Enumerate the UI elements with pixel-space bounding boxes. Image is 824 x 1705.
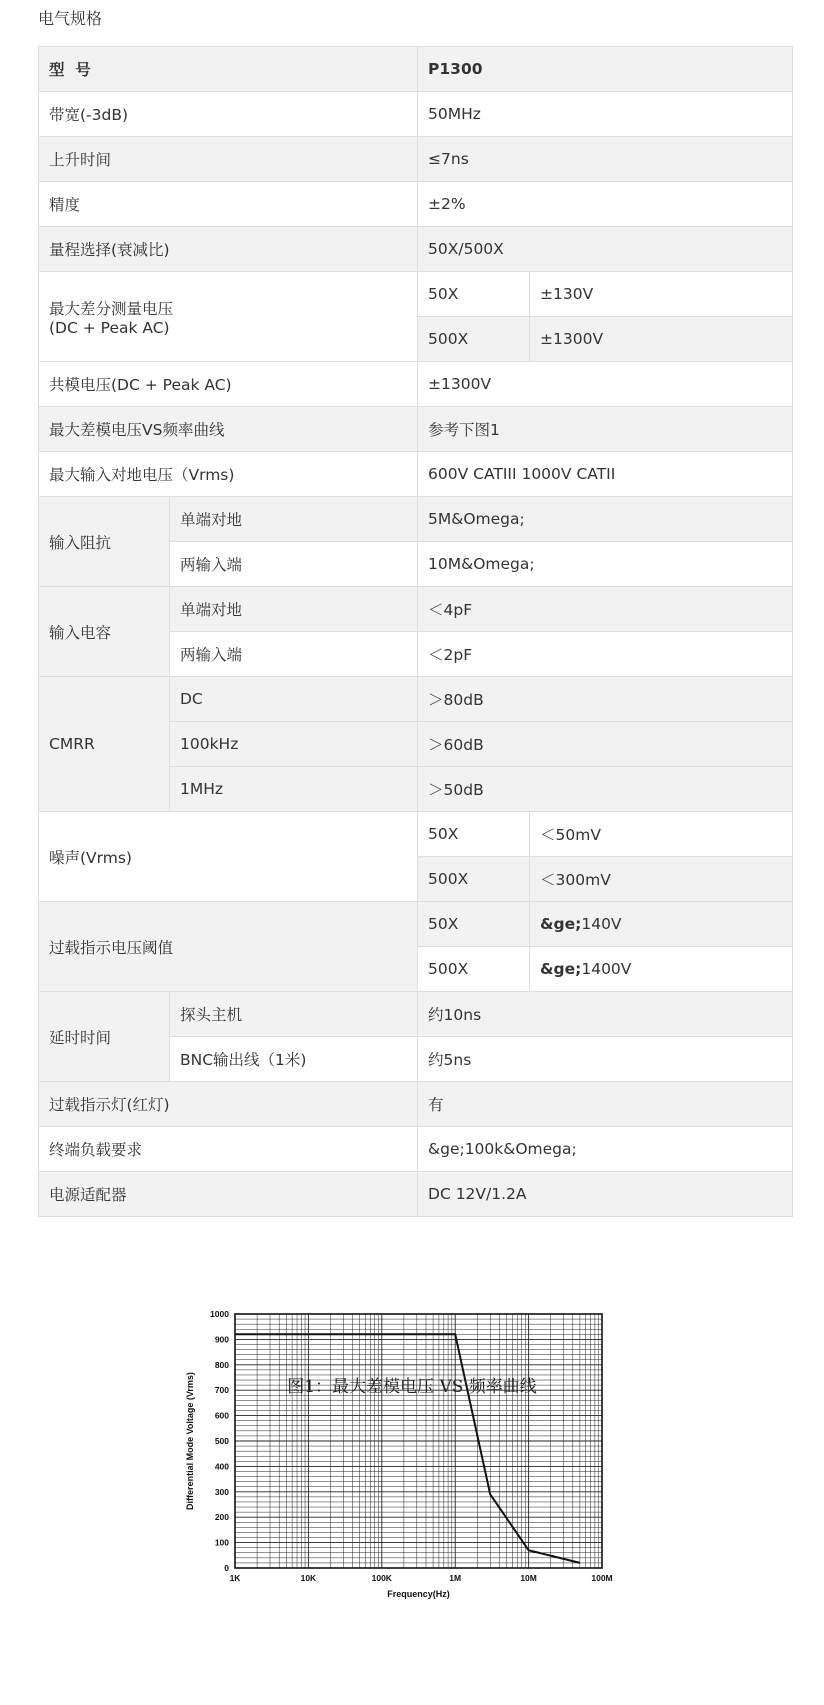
cmrr-label: CMRR <box>39 677 170 812</box>
x-tick-label: 10K <box>300 1573 317 1583</box>
table-row <box>39 182 793 227</box>
table-row <box>39 227 793 272</box>
delay-label: 延时时间 <box>39 992 170 1082</box>
table-row <box>39 587 793 632</box>
model-value: P1300 <box>418 47 793 92</box>
max-diff-label-line1: 最大差分测量电压 <box>49 299 174 318</box>
rise-time-label: 上升时间 <box>39 137 418 182</box>
ge-symbol: &ge; <box>540 915 582 933</box>
range-label: 量程选择(衰减比) <box>39 227 418 272</box>
y-tick-label: 300 <box>214 1486 229 1497</box>
voltage-frequency-figure <box>0 1300 824 1695</box>
cmrr-sub: DC <box>170 677 418 722</box>
model-label: 型 号 <box>39 47 418 92</box>
max-diff-value: ±130V <box>530 272 793 317</box>
x-tick-label: 100M <box>591 1573 613 1583</box>
cmrr-sub: 100kHz <box>170 722 418 767</box>
max-diff-label <box>39 272 418 362</box>
table-row <box>39 362 793 407</box>
overload-threshold-att: 50X <box>418 902 530 947</box>
x-tick-label: 1M <box>449 1573 462 1583</box>
x-tick-label: 100K <box>371 1573 392 1583</box>
impedance-sub: 单端对地 <box>170 497 418 542</box>
delay-value: 约5ns <box>418 1037 793 1082</box>
max-diff-att: 500X <box>418 317 530 362</box>
table-row <box>39 137 793 182</box>
capacitance-value: ＜4pF <box>418 587 793 632</box>
table-row <box>39 407 793 452</box>
accuracy-label: 精度 <box>39 182 418 227</box>
rise-time-value: ≤7ns <box>418 137 793 182</box>
y-tick-label: 100 <box>214 1537 229 1548</box>
max-diff-att: 50X <box>418 272 530 317</box>
delay-value: 约10ns <box>418 992 793 1037</box>
section-title: 电气规格 <box>38 9 103 28</box>
bandwidth-label: 带宽(-3dB) <box>39 92 418 137</box>
figure-caption: 图1：最大差模电压 VS 频率曲线 <box>287 1377 537 1397</box>
table-row <box>39 272 793 317</box>
impedance-label: 输入阻抗 <box>39 497 170 587</box>
y-axis-label: Differential Mode Voltage (Vrms) <box>185 1372 195 1510</box>
y-tick-label: 400 <box>214 1461 229 1472</box>
table-row <box>39 902 793 947</box>
noise-att: 50X <box>418 812 530 857</box>
overload-led-label: 过载指示灯(红灯) <box>39 1082 418 1127</box>
common-mode-value: ±1300V <box>418 362 793 407</box>
range-value: 50X/500X <box>418 227 793 272</box>
delay-sub: 探头主机 <box>170 992 418 1037</box>
cmrr-value: ＞80dB <box>418 677 793 722</box>
table-row <box>39 497 793 542</box>
table-row <box>39 1127 793 1172</box>
capacitance-label: 输入电容 <box>39 587 170 677</box>
table-row <box>39 92 793 137</box>
overload-led-value: 有 <box>418 1082 793 1127</box>
y-tick-label: 500 <box>214 1436 229 1446</box>
table-row <box>39 812 793 857</box>
max-input-value: 600V CATIII 1000V CATII <box>418 452 793 497</box>
overload-threshold-label: 过载指示电压阈值 <box>39 902 418 992</box>
y-tick-label: 800 <box>214 1359 229 1370</box>
load-value: &ge;100k&Omega; <box>418 1127 793 1172</box>
capacitance-sub: 两输入端 <box>170 632 418 677</box>
table-row <box>39 1172 793 1217</box>
curve-value: 参考下图1 <box>418 407 793 452</box>
noise-value: ＜300mV <box>530 857 793 902</box>
cmrr-sub: 1MHz <box>170 767 418 812</box>
threshold-voltage: 140V <box>581 915 622 933</box>
max-diff-label-line2: (DC + Peak AC) <box>49 318 170 337</box>
max-diff-value: ±1300V <box>530 317 793 362</box>
common-mode-label: 共模电压(DC + Peak AC) <box>39 362 418 407</box>
y-tick-label: 900 <box>214 1334 229 1345</box>
y-tick-label: 1000 <box>210 1309 229 1319</box>
capacitance-sub: 单端对地 <box>170 587 418 632</box>
max-input-label: 最大输入对地电压（Vrms) <box>39 452 418 497</box>
table-row <box>39 1082 793 1127</box>
impedance-value: 5M&Omega; <box>418 497 793 542</box>
y-tick-label: 200 <box>214 1512 229 1523</box>
overload-threshold-att: 500X <box>418 947 530 992</box>
ge-symbol: &ge; <box>540 960 582 978</box>
accuracy-value: ±2% <box>418 182 793 227</box>
table-row <box>39 677 793 722</box>
power-value: DC 12V/1.2A <box>418 1172 793 1217</box>
overload-threshold-value <box>530 947 793 992</box>
bandwidth-value: 50MHz <box>418 92 793 137</box>
noise-att: 500X <box>418 857 530 902</box>
overload-threshold-value <box>530 902 793 947</box>
noise-value: ＜50mV <box>530 812 793 857</box>
spec-table <box>38 46 793 1217</box>
impedance-value: 10M&Omega; <box>418 542 793 587</box>
capacitance-value: ＜2pF <box>418 632 793 677</box>
threshold-voltage: 1400V <box>581 960 632 978</box>
y-tick-label: 600 <box>214 1410 229 1421</box>
noise-label: 噪声(Vrms) <box>39 812 418 902</box>
cmrr-value: ＞50dB <box>418 767 793 812</box>
power-label: 电源适配器 <box>39 1172 418 1217</box>
x-tick-label: 1K <box>229 1573 241 1583</box>
x-axis-label: Frequency(Hz) <box>387 1589 450 1599</box>
impedance-sub: 两输入端 <box>170 542 418 587</box>
delay-sub: BNC输出线（1米) <box>170 1037 418 1082</box>
x-tick-label: 10M <box>520 1573 537 1583</box>
cmrr-value: ＞60dB <box>418 722 793 767</box>
voltage-frequency-chart <box>0 1300 824 1670</box>
table-row <box>39 992 793 1037</box>
table-row <box>39 452 793 497</box>
table-row <box>39 47 793 92</box>
load-label: 终端负载要求 <box>39 1127 418 1172</box>
y-tick-label: 700 <box>214 1385 229 1396</box>
curve-label: 最大差模电压VS频率曲线 <box>39 407 418 452</box>
y-tick-label: 0 <box>224 1563 229 1573</box>
